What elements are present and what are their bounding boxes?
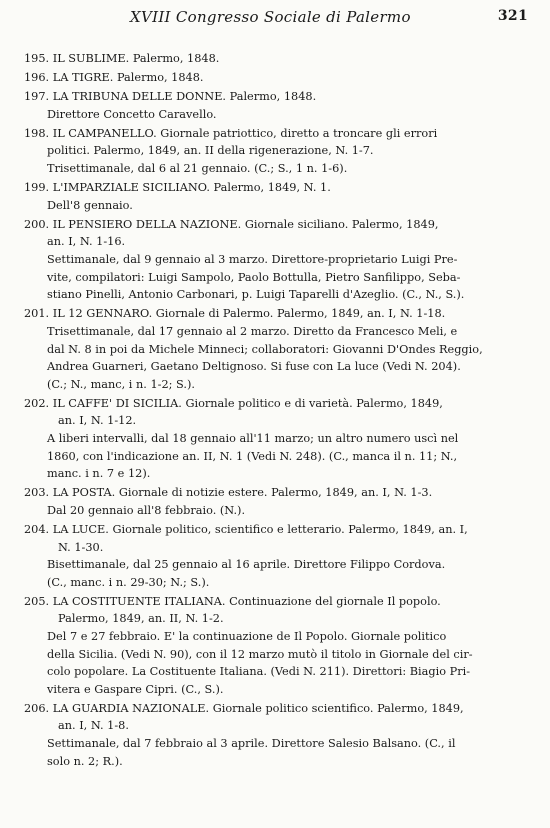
bibliography-entry (24, 700, 524, 770)
entry-text-line: vitera e Gaspare Cipri. (C., S.). (47, 682, 224, 696)
bibliography-entry (24, 69, 524, 87)
entry-heading-line: 201. IL 12 GENNARO. Giornale di Palermo. Palermo, 1849, an. I, N. 1-18. (24, 307, 446, 321)
bibliography-entry (24, 50, 524, 68)
bibliography-entry (24, 395, 524, 483)
entry-text-line: stiano Pinelli, Antonio Carbonari, p. Luigi Taparelli d'Azeglio. (C., N., S.). (47, 288, 465, 302)
entry-text-line: an. I, N. 1-12. (58, 414, 137, 428)
entry-text-line: N. 1-30. (58, 540, 104, 554)
entry-text-line: Dal 20 gennaio all'8 febbraio. (N.). (47, 503, 246, 517)
entry-heading-line: 203. LA POSTA. Giornale di notizie estere. Palermo, 1849, an. I, N. 1-3. (24, 486, 433, 500)
entry-text-line: Palermo, 1849, an. II, N. 1-2. (58, 612, 224, 626)
entry-text-line: Direttore Concetto Caravello. (47, 107, 217, 121)
bibliography-list (24, 50, 524, 772)
entry-text-line: A liberi intervalli, dal 18 gennaio all'11 marzo; un altro numero uscì nel (47, 431, 459, 445)
entry-text-line: an. I, N. 1-16. (47, 235, 126, 249)
entry-heading-line: 202. IL CAFFE' DI SICILIA. Giornale politico e di varietà. Palermo, 1849, (24, 396, 443, 410)
entry-text-line: Trisettimanale, dal 6 al 21 gennaio. (C.; S., 1 n. 1-6). (47, 162, 348, 176)
entry-text-line: vite, compilatori: Luigi Sampolo, Paolo Bottulla, Pietro Sanfilippo, Seba- (47, 270, 461, 284)
page-header (0, 8, 550, 32)
bibliography-entry (24, 484, 524, 519)
entry-heading-line: 197. LA TRIBUNA DELLE DONNE. Palermo, 1848. (24, 90, 317, 104)
entry-text-line: Andrea Guarneri, Gaetano Deltignoso. Si fuse con La luce (Vedi N. 204). (47, 360, 461, 374)
entry-text-line: solo n. 2; R.). (47, 754, 123, 768)
entry-text-line: (C.; N., manc, i n. 1-2; S.). (47, 377, 195, 391)
bibliography-entry (24, 593, 524, 699)
entry-heading-line: 199. L'IMPARZIALE SICILIANO. Palermo, 1849, N. 1. (24, 181, 331, 195)
entry-text-line: (C., manc. i n. 29-30; N.; S.). (47, 575, 210, 589)
entry-text-line: politici. Palermo, 1849, an. II della rigenerazione, N. 1-7. (47, 144, 374, 158)
entry-heading-line: 198. IL CAMPANELLO. Giornale patriottico, diretto a troncare gli errori (24, 126, 438, 140)
entry-heading-line: 195. IL SUBLIME. Palermo, 1848. (24, 52, 220, 65)
running-title: XVIII Congresso Sociale di Palermo (130, 8, 411, 26)
entry-text-line: Dell'8 gennaio. (47, 198, 133, 212)
entry-text-line: Settimanale, dal 7 febbraio al 3 aprile. Direttore Salesio Balsano. (C., il (47, 737, 456, 751)
bibliography-entry (24, 305, 524, 393)
page-number: 321 (497, 8, 528, 24)
entry-text-line: manc. i n. 7 e 12). (47, 467, 151, 481)
entry-text-line: 1860, con l'indicazione an. II, N. 1 (Vedi N. 248). (C., manca il n. 11; N., (47, 449, 458, 463)
bibliography-entry (24, 88, 524, 123)
entry-text-line: della Sicilia. (Vedi N. 90), con il 12 marzo mutò il titolo in Giornale del cir- (47, 647, 473, 661)
bibliography-entry (24, 521, 524, 591)
entry-heading-line: 196. LA TIGRE. Palermo, 1848. (24, 71, 204, 85)
bibliography-entry (24, 179, 524, 214)
entry-heading-line: 200. IL PENSIERO DELLA NAZIONE. Giornale siciliano. Palermo, 1849, (24, 217, 439, 231)
entry-heading-line: 204. LA LUCE. Giornale politico, scientifico e letterario. Palermo, 1849, an. I, (24, 522, 468, 536)
entry-text-line: colo popolare. La Costituente Italiana. (Vedi N. 211). Direttori: Biagio Pri- (47, 665, 471, 679)
entry-text-line: Del 7 e 27 febbraio. E' la continuazione de Il Popolo. Giornale politico (47, 630, 447, 643)
bibliography-entry (24, 125, 524, 178)
bibliography-entry (24, 216, 524, 304)
entry-text-line: Trisettimanale, dal 17 gennaio al 2 marzo. Diretto da Francesco Meli, e (47, 324, 458, 338)
entry-text-line: Bisettimanale, dal 25 gennaio al 16 aprile. Direttore Filippo Cordova. (47, 558, 446, 572)
entry-heading-line: 205. LA COSTITUENTE ITALIANA. Continuazione del giornale Il popolo. (24, 594, 441, 608)
entry-text-line: Settimanale, dal 9 gennaio al 3 marzo. Direttore-proprietario Luigi Pre- (47, 253, 458, 267)
entry-heading-line: 206. LA GUARDIA NAZIONALE. Giornale politico scientifico. Palermo, 1849, (24, 701, 464, 715)
entry-text-line: dal N. 8 in poi da Michele Minneci; collaboratori: Giovanni D'Ondes Reggio, (47, 342, 483, 356)
entry-text-line: an. I, N. 1-8. (58, 719, 129, 733)
